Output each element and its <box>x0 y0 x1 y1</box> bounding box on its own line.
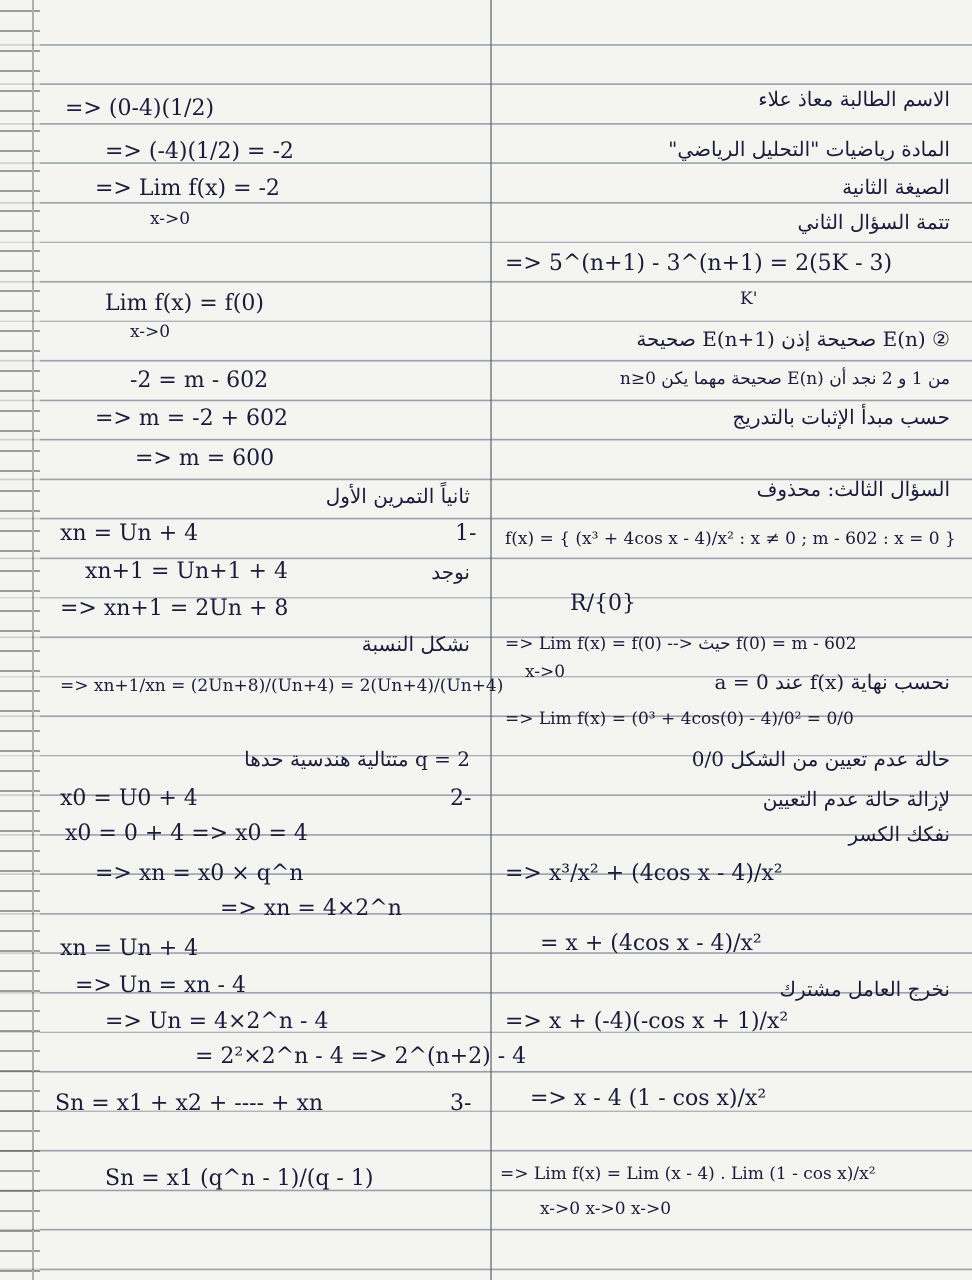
line-l29: Sn = x1 (q^n - 1)/(q - 1) <box>105 1166 374 1191</box>
line-r2: الصيغة الثانية <box>842 175 950 199</box>
line-r25: x->0 x->0 x->0 <box>540 1199 672 1219</box>
line-l13: xn+1 = Un+1 + 4 <box>85 559 288 584</box>
line-r7: من 1 و 2 نجد أن E(n) صحيحة مهما يكن n≥0 <box>619 369 950 389</box>
line-r6: ② E(n) صحيحة إذن E(n+1) صحيحة <box>636 327 950 351</box>
line-r9: السؤال الثالث: محذوف <box>756 477 950 501</box>
line-l23: xn = Un + 4 <box>60 936 199 961</box>
line-l26: = 2²×2^n - 4 => 2^(n+2) - 4 <box>195 1044 527 1069</box>
line-l5: x->0 <box>130 322 171 342</box>
line-l6: -2 = m - 602 <box>130 368 269 393</box>
line-r18: نفكك الكسر <box>848 822 950 846</box>
line-l2: => Lim f(x) = -2 <box>95 176 280 201</box>
line-r24: => Lim f(x) = Lim (x - 4) . Lim (1 - cos x)/x² <box>500 1164 876 1184</box>
line-l3: x->0 <box>150 209 191 229</box>
line-r1: المادة رياضيات "التحليل الرياضي" <box>668 137 950 161</box>
line-r15: => Lim f(x) = (0³ + 4cos(0) - 4)/0² = 0/0 <box>505 709 854 729</box>
line-l24: => Un = xn - 4 <box>75 973 246 998</box>
line-l17: q = 2 متتالية هندسية حدها <box>244 747 470 771</box>
line-r16: حالة عدم تعيين من الشكل 0/0 <box>691 747 950 771</box>
line-r20: = x + (4cos x - 4)/x² <box>540 931 762 956</box>
column-divider <box>490 0 492 1280</box>
line-r14: نحسب نهاية f(x) عند a = 0 <box>714 670 950 694</box>
line-l4: Lim f(x) = f(0) <box>105 291 264 316</box>
line-l15: نشكل النسبة <box>361 632 470 656</box>
line-l7: => m = -2 + 602 <box>95 406 288 431</box>
line-l22: => xn = 4×2^n <box>220 896 402 921</box>
line-r5: K' <box>740 289 758 309</box>
line-r12: => Lim f(x) = f(0) --> حيث f(0) = m - 602 <box>505 634 857 654</box>
line-r22: => x + (-4)(-cos x + 1)/x² <box>505 1009 789 1034</box>
line-l19: 2- <box>450 786 472 811</box>
line-l14: => xn+1 = 2Un + 8 <box>60 596 289 621</box>
line-l16: => xn+1/xn = (2Un+8)/(Un+4) = 2(Un+4)/(Un+4) <box>60 676 504 696</box>
left-column <box>55 0 527 1280</box>
line-l1: => (-4)(1/2) = -2 <box>105 139 294 164</box>
line-l18: x0 = U0 + 4 <box>60 786 198 811</box>
line-r23: => x - 4 (1 - cos x)/x² <box>530 1086 767 1111</box>
line-l28: 3- <box>450 1091 472 1116</box>
line-r11: R/{0} <box>570 591 636 616</box>
line-r8: حسب مبدأ الإثبات بالتدريج <box>732 405 950 429</box>
line-r10: f(x) = { (x³ + 4cos x - 4)/x² : x ≠ 0 ; m - 602 : x = 0 } <box>505 529 956 549</box>
line-l11: 1- <box>455 521 477 546</box>
line-l21: => xn = x0 × q^n <box>95 861 304 886</box>
line-r13: x->0 <box>525 662 566 682</box>
line-l12: نوجد <box>431 560 470 584</box>
right-column <box>500 0 960 1280</box>
line-l8: => m = 600 <box>135 446 275 471</box>
line-l0: => (0-4)(1/2) <box>65 96 215 121</box>
line-l10: xn = Un + 4 <box>60 521 199 546</box>
line-l20: x0 = 0 + 4 => x0 = 4 <box>65 821 308 846</box>
line-r4: => 5^(n+1) - 3^(n+1) = 2(5K - 3) <box>505 251 893 276</box>
spiral-binding <box>0 0 40 1280</box>
line-r0: الاسم الطالبة معاذ علاء <box>758 87 950 111</box>
line-l27: Sn = x1 + x2 + ---- + xn <box>55 1091 324 1116</box>
line-r17: لإزالة حالة عدم التعيين <box>762 787 950 811</box>
line-r3: تتمة السؤال الثاني <box>797 210 950 234</box>
line-l9: ثانياً التمرين الأول <box>325 484 470 508</box>
line-l25: => Un = 4×2^n - 4 <box>105 1009 329 1034</box>
line-r19: => x³/x² + (4cos x - 4)/x² <box>505 861 783 886</box>
line-r21: نخرج العامل مشترك <box>779 977 950 1001</box>
